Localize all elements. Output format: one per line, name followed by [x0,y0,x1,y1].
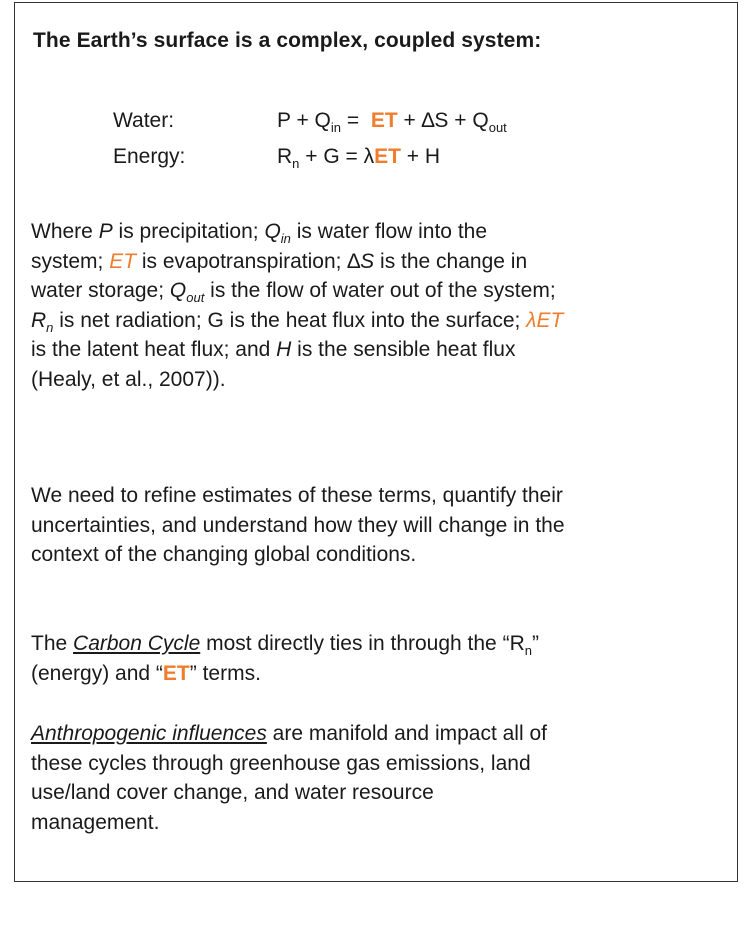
text-fragment: Where [31,220,99,243]
water-eq-lhs: P + Q [277,109,331,132]
definitions-line-1 [31,217,731,247]
need-line-1: We need to refine estimates of these terms, quantify their [31,484,563,507]
text-fragment: is the flow of water out of the system; [204,279,556,303]
anthro-line-1 [31,719,731,749]
energy-equation [277,145,440,169]
text-fragment: water storage; [31,279,170,303]
energy-eq-et: ET [374,145,401,168]
text-fragment: is the sensible heat flux [291,338,516,362]
energy-eq-mid: + G = λ [299,145,375,168]
text-fragment: are manifold and impact all of [266,722,547,745]
rn-sub: n [524,643,532,658]
var-r-n-sub: n [46,319,54,335]
carbon-paragraph [31,629,731,688]
text-fragment: The [31,632,74,655]
energy-equation-label: Energy: [113,145,186,168]
definitions-line-2 [31,247,731,277]
var-r: R [31,308,47,332]
definitions-line-4 [31,306,731,336]
water-eq-et: ET [370,109,398,132]
text-fragment: is water flow into the [290,220,488,243]
anthropogenic-term: Anthropogenic influences [31,722,267,745]
water-equation-label: Water: [113,109,175,132]
var-q: Q [169,279,187,303]
definitions-line-3 [31,276,731,306]
et-term: ET [162,661,190,685]
energy-eq-rn-sub: n [292,156,300,171]
definitions-line-5 [31,335,731,365]
text-fragment: system; [31,249,110,273]
carbon-line-2 [31,659,731,689]
text-fragment: is net radiation; G is the heat flux into the surface; [53,308,527,332]
text-fragment: most directly ties in through the “R [200,632,525,655]
anthro-line-3: use/land cover change, and water resource [31,781,434,805]
anthro-line-4: management. [31,810,160,834]
var-q-out-sub: out [186,290,205,306]
var-q-in-sub: in [280,231,291,246]
text-fragment: is precipitation; [112,220,265,243]
energy-eq-rest: + H [400,145,441,168]
text-fragment: ” terms. [189,661,261,685]
text-fragment: is the change in [374,249,528,273]
text-fragment: (energy) and “ [31,661,163,685]
var-q: Q [264,220,281,243]
anthropogenic-paragraph [31,719,731,837]
water-eq-rest: + ∆S + Q [397,109,489,132]
var-lambda-et: λET [526,308,564,332]
energy-eq-rn: R [277,145,293,168]
need-line-3: context of the changing global conditions. [31,543,417,567]
water-equation [277,109,507,133]
carbon-cycle-term: Carbon Cycle [73,632,201,655]
need-line-2: uncertainties, and understand how they will change in the [31,513,565,537]
text-fragment: ” [531,632,539,655]
definitions-paragraph [31,217,731,395]
var-s: S [360,249,375,273]
var-h: H [276,338,292,362]
carbon-line-1 [31,629,731,659]
definitions-line-6: (Healy, et al., 2007)). [31,367,226,391]
text-fragment: is evapotranspiration; ∆ [136,249,361,273]
need-paragraph [31,481,731,570]
water-eq-sign: = [341,109,371,132]
content-frame [14,2,738,882]
water-eq-qin-sub: in [330,120,342,135]
var-p: P [98,220,113,243]
anthro-line-2: these cycles through greenhouse gas emissions, land [31,751,531,775]
var-et: ET [109,249,137,273]
water-eq-qout-sub: out [488,120,507,135]
slide-title: The Earth’s surface is a complex, coupled system: [33,29,542,52]
text-fragment: is the latent heat flux; and [31,338,277,362]
